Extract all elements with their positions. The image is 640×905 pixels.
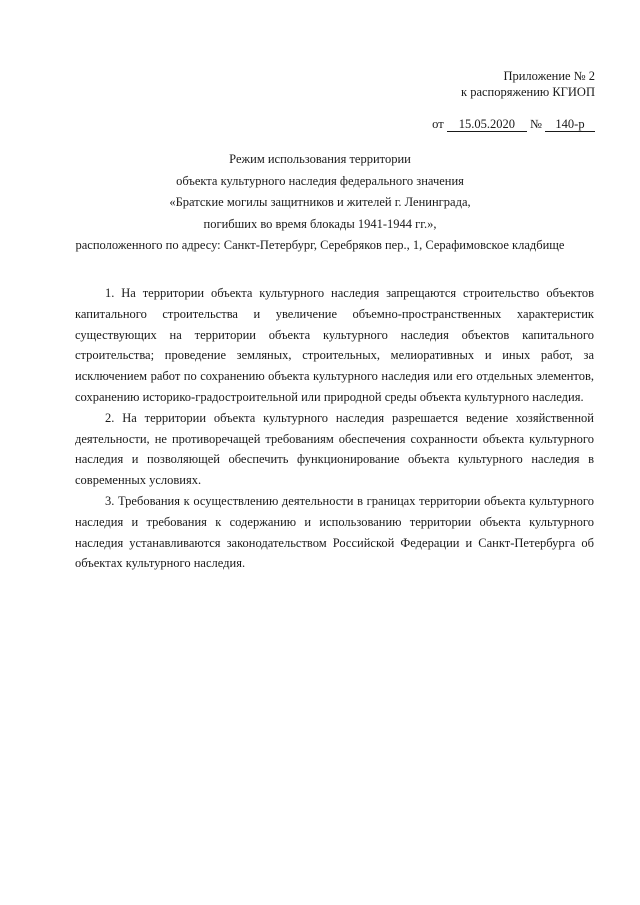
paragraph-2: 2. На территории объекта культурного наследия разрешается ведение хозяйственной деятельности, не противоречащей требованиям обеспечения сохранности объекта культурного наследия и позволяющей обеспечить функционирование объекта культурного наследия в современных условиях. [75, 410, 594, 488]
document-body [75, 283, 594, 574]
paragraph-1: 1. На территории объекта культурного наследия запрещаются строительство объектов капитального строительства и увеличение объемно-пространственных характеристик существующих на территории объекта культурного наследия объектов капитального строительства; проведение земляных, строительных, мелиоративных и иных работ, за исключением работ по сохранению объекта культурного наследия или его отдельных элементов, сохранению историко-градостроительной или природной среды объекта культурного наследия. [75, 286, 594, 404]
order-reference: к распоряжению КГИОП [461, 85, 595, 99]
title-line-4: погибших во время блокады 1941-1944 гг.», [203, 216, 437, 231]
order-date: 15.05.2020 [447, 118, 527, 132]
order-date-number-line [432, 116, 595, 132]
title-line-1: Режим использования территории [229, 152, 411, 166]
title-line-2: объекта культурного наследия федерального значения [176, 173, 464, 188]
appendix-header [461, 68, 595, 100]
order-from-label: от [432, 117, 444, 131]
title-line-5: расположенного по адресу: Санкт-Петербург, Серебряков пер., 1, Серафимовское кладбище [75, 238, 565, 252]
paragraph-3: 3. Требования к осуществлению деятельности в границах территории объекта культурного наследия и требования к содержанию и использованию территории объекта культурного наследия устанавливаются законодательством Российской Федерации и Санкт-Петербурга об объектах культурного наследия. [75, 493, 594, 571]
title-line-3: «Братские могилы защитников и жителей г. Ленинграда, [169, 195, 471, 209]
document-title [40, 149, 600, 257]
order-number: 140-р [545, 118, 595, 132]
order-number-label: № [529, 117, 542, 131]
appendix-title: Приложение № 2 [503, 69, 595, 83]
